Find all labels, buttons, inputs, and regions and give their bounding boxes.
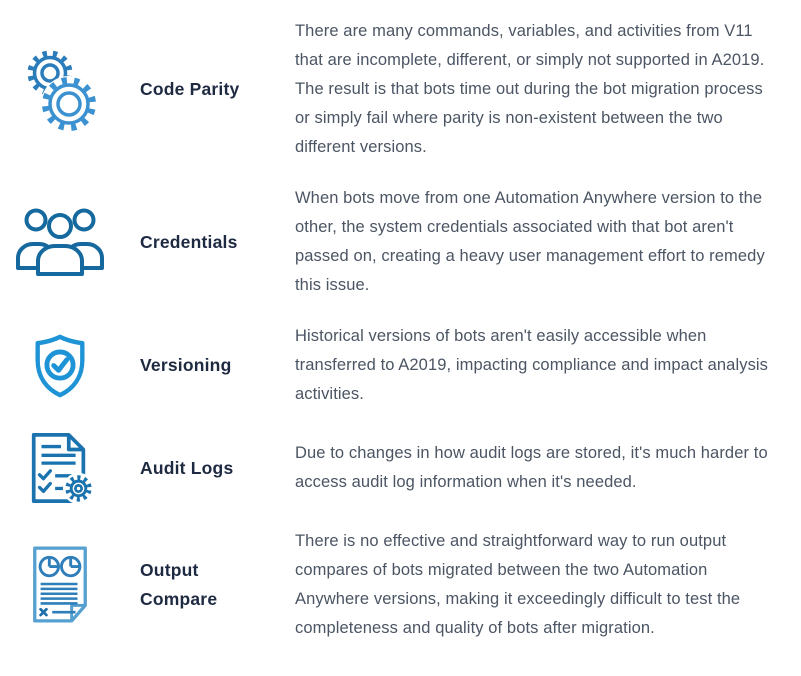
feature-row-credentials — [0, 184, 801, 300]
feature-description: There is no effective and straightforward way to run output compares of bots migrated between the two Automation Anywhere versions, making it exceedingly difficult to test the completeness and quality of bots after migration. — [295, 532, 741, 637]
feature-description: Historical versions of bots aren't easily accessible when transferred to A2019, impacting compliance and impact analysis activities. — [295, 327, 769, 403]
feature-description: There are many commands, variables, and activities from V11 that are incomplete, different, or simply not supported in A2019. The result is that bots time out during the bot migration process or simply fail where parity is non-existent between the two different versions. — [295, 22, 765, 156]
feature-title: Code Parity — [140, 79, 240, 99]
feature-title: Versioning — [140, 355, 232, 375]
feature-description: Due to changes in how audit logs are stored, it's much harder to access audit log information when it's needed. — [295, 444, 768, 491]
feature-description: When bots move from one Automation Anywhere version to the other, the system credentials associated with that bot aren't passed on, creating a heavy user management effort to remedy this issue. — [295, 189, 765, 294]
feature-row-code-parity — [0, 17, 801, 162]
feature-title: Audit Logs — [140, 457, 234, 478]
feature-title: Output Compare — [140, 560, 218, 609]
people-group-icon — [14, 206, 106, 278]
feature-title: Credentials — [140, 231, 238, 252]
feature-row-audit-logs — [0, 431, 801, 505]
icon-cell — [0, 544, 120, 626]
icon-cell — [0, 431, 120, 505]
shield-check-icon — [28, 333, 92, 399]
document-checklist-gear-icon — [22, 431, 98, 505]
icon-cell — [0, 206, 120, 278]
gears-icon — [20, 46, 100, 134]
document-pie-charts-icon — [27, 544, 93, 626]
feature-row-versioning — [0, 322, 801, 409]
icon-cell — [0, 333, 120, 399]
icon-cell — [0, 46, 120, 134]
feature-row-output-compare — [0, 527, 801, 643]
